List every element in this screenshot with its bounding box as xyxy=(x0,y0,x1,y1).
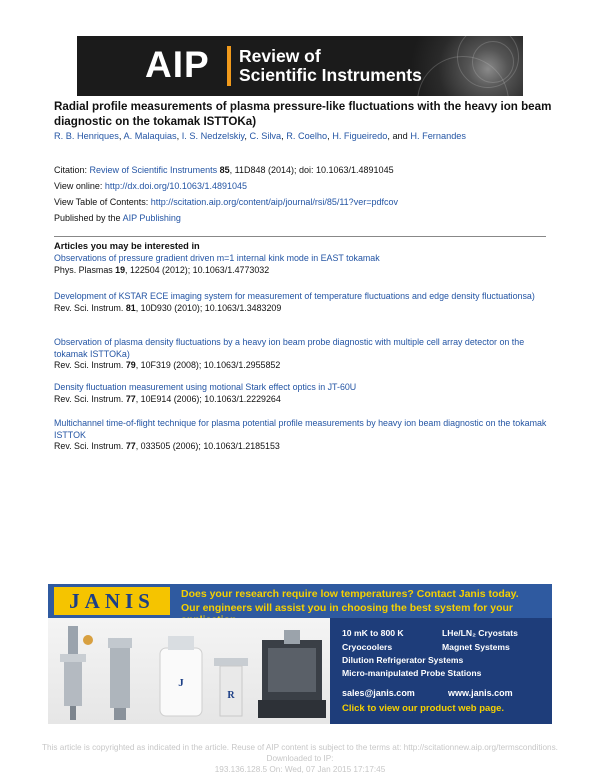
ad-cta-link[interactable]: Click to view our product web page. xyxy=(342,703,505,714)
section-divider xyxy=(54,236,546,237)
citation-line xyxy=(54,164,554,176)
related-article-link[interactable]: Density fluctuation measurement using motional Stark effect optics in JT-60U xyxy=(54,382,357,392)
published-label: Published by the xyxy=(54,213,123,223)
citation-volume: 85 xyxy=(219,165,230,175)
author-link[interactable]: I. S. Nedzelskiy xyxy=(181,131,245,141)
view-online-label: View online: xyxy=(54,181,105,191)
related-article-volume: 77 xyxy=(125,441,136,451)
related-article xyxy=(54,253,554,276)
toc-line xyxy=(54,196,554,208)
ad-spec: LHe/LN₂ Cryostats xyxy=(442,628,518,638)
ad-email-link[interactable]: sales@janis.com xyxy=(342,688,415,698)
view-online-link[interactable]: http://dx.doi.org/10.1063/1.4891045 xyxy=(104,181,247,191)
copyright-footer xyxy=(20,742,580,775)
svg-text:R: R xyxy=(227,690,235,701)
related-article-journal: Phys. Plasmas xyxy=(54,264,116,275)
related-article xyxy=(54,291,554,314)
journal-name-line1: Review of xyxy=(239,46,321,66)
related-article-journal: Rev. Sci. Instrum. xyxy=(54,360,126,370)
ad-spec: Dilution Refrigerator Systems xyxy=(342,655,464,665)
related-article-ref: , 10D930 (2010); 10.1063/1.3483209 xyxy=(135,302,282,313)
related-article xyxy=(54,382,554,405)
janis-advertisement[interactable] xyxy=(48,584,552,724)
related-article-ref: , 10E914 (2006); 10.1063/1.2229264 xyxy=(135,393,281,404)
ad-spec: 10 mK to 800 K xyxy=(342,628,404,638)
citation-journal-link[interactable]: Review of Scientific Instruments xyxy=(89,165,218,175)
author-and: , and xyxy=(387,131,411,141)
journal-banner[interactable] xyxy=(77,36,523,96)
view-online-line xyxy=(54,180,554,192)
author-link[interactable]: H. Figueiredo xyxy=(332,131,388,141)
related-article xyxy=(54,418,554,453)
ad-spec-panel xyxy=(330,618,552,724)
related-article-ref: , 122504 (2012); 10.1063/1.4773032 xyxy=(125,264,270,275)
related-article-volume: 77 xyxy=(125,393,136,404)
related-article-link[interactable]: Observation of plasma density fluctuations by a heavy ion beam probe diagnostic with multiple cell array detector on the tokamak ISTTOKa) xyxy=(54,337,525,359)
related-article-volume: 19 xyxy=(115,264,126,275)
published-line xyxy=(54,212,554,224)
footer-line2: 193.136.128.5 On: Wed, 07 Jan 2015 17:17:45 xyxy=(214,765,386,774)
related-article-journal: Rev. Sci. Instrum. xyxy=(54,441,126,451)
author-list: R. B. Henriques, A. Malaquias, I. S. Nedzelskiy, C. Silva, R. Coelho, H. Figueiredo, and H. Fernandes xyxy=(54,131,467,141)
publisher-link[interactable]: AIP Publishing xyxy=(122,213,181,223)
author-link[interactable]: A. Malaquias xyxy=(123,131,177,141)
ad-spec: Cryocoolers xyxy=(342,642,393,652)
related-article-link[interactable]: Observations of pressure gradient driven m=1 internal kink mode in EAST tokamak xyxy=(54,253,380,263)
related-article xyxy=(54,337,554,372)
citation-label: Citation: xyxy=(54,165,90,175)
related-article-ref: , 10F319 (2008); 10.1063/1.2955852 xyxy=(135,360,281,370)
article-title: Radial profile measurements of plasma pressure-like fluctuations with the heavy ion beam diagnostic on the tokamak ISTTOKa) xyxy=(54,100,552,128)
related-article-volume: 81 xyxy=(125,302,136,313)
related-article-link[interactable]: Multichannel time-of-flight technique for plasma potential profile measurements by heavy ion beam diagnostic on the tokamak ISTTOK xyxy=(54,418,547,440)
author-link[interactable]: H. Fernandes xyxy=(410,131,467,141)
aip-logo: AIP xyxy=(145,44,210,85)
cryostat-illustration xyxy=(48,618,330,724)
ad-website-link[interactable]: www.janis.com xyxy=(448,688,513,698)
cryostat-product-photo xyxy=(48,618,330,724)
ad-spec: Magnet Systems xyxy=(442,642,510,652)
journal-name xyxy=(239,47,422,85)
related-article-journal: Rev. Sci. Instrum. xyxy=(54,393,126,404)
related-article-ref: , 033505 (2006); 10.1063/1.2185153 xyxy=(135,441,280,451)
svg-text:J: J xyxy=(178,677,184,689)
author-link[interactable]: C. Silva xyxy=(249,131,282,141)
related-article-journal: Rev. Sci. Instrum. xyxy=(54,302,126,313)
author-link[interactable]: R. B. Henriques xyxy=(54,131,119,141)
related-article-volume: 79 xyxy=(125,360,136,370)
banner-accent-bar xyxy=(227,46,231,86)
related-heading: Articles you may be interested in xyxy=(54,241,200,251)
ad-subheadline: Our engineers will assist you in choosing the best system for your xyxy=(181,602,513,614)
related-article-link[interactable]: Development of KSTAR ECE imaging system for measurement of temperature fluctuations and edge density fluctuationsa) xyxy=(54,291,535,301)
citation-rest: , 11D848 (2014); doi: 10.1063/1.4891045 xyxy=(229,165,394,175)
footer-line1: This article is copyrighted as indicated in the article. Reuse of AIP content is subject to the terms at: http://scitationnew.aip.org/termsconditions. Downloaded to IP: xyxy=(42,743,558,763)
journal-name-line2: Scientific Instruments xyxy=(239,65,422,85)
toc-link[interactable]: http://scitation.aip.org/content/aip/journal/rsi/85/11?ver=pdfcov xyxy=(150,197,398,207)
ad-headline: Does your research require low temperatures? Contact Janis today. xyxy=(181,588,519,600)
toc-label: View Table of Contents: xyxy=(54,197,151,207)
ad-spec: Micro-manipulated Probe Stations xyxy=(342,668,482,678)
author-link[interactable]: R. Coelho xyxy=(286,131,328,141)
janis-logo: JANIS xyxy=(69,589,155,613)
